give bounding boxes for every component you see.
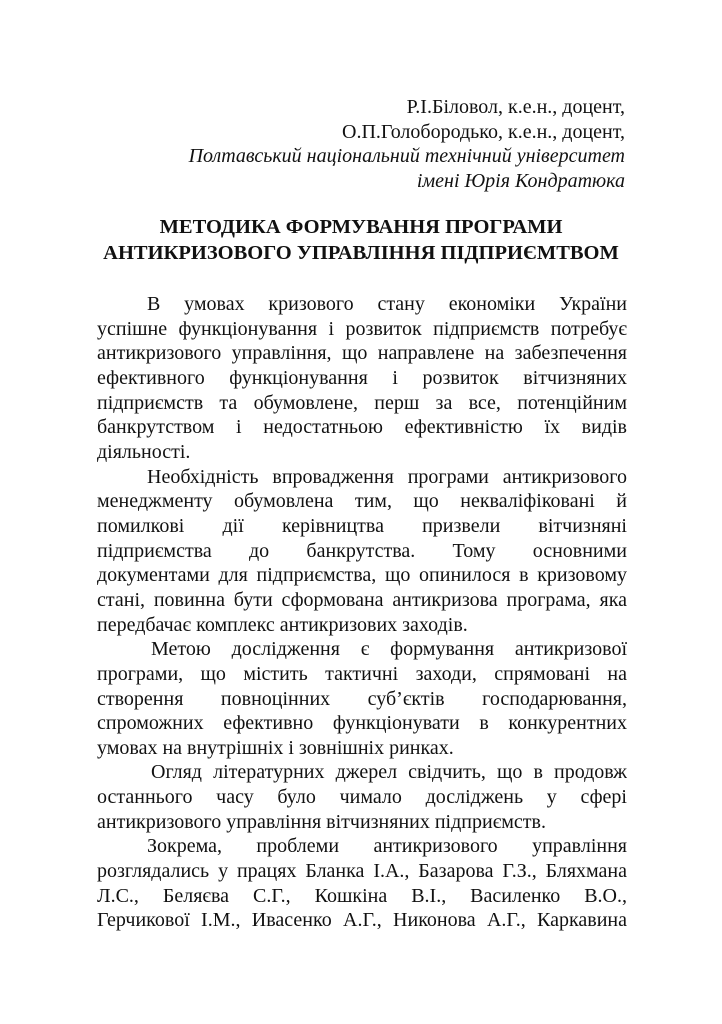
paragraph (97, 292, 627, 465)
author-1: Р.І.Біловол, к.е.н., доцент, (406, 96, 625, 118)
paragraph (97, 465, 627, 638)
text-line: діяльності. (97, 440, 191, 463)
text-line: Л.С., Беляєва С.Г., Кошкіна В.І., Василенко В.О., (97, 884, 627, 907)
text-line: антикризового управління вітчизняних підприємств. (97, 810, 546, 833)
text-line: Необхідність впровадження програми антикризового (147, 465, 627, 488)
text-line: менеджменту обумовлена тим, що некваліфіковані й (97, 490, 627, 513)
title-line-1: МЕТОДИКА ФОРМУВАННЯ ПРОГРАМИ (159, 216, 563, 238)
text-line: В умовах кризового стану економіки України (147, 293, 627, 315)
text-line: підприємства до банкрутства. Тому основними (97, 539, 627, 562)
text-line: стані, повинна бути сформована антикризова програма, яка (97, 588, 627, 611)
text-line: банкрутством і недостатньою ефективністю їх видів (97, 416, 627, 439)
text-line: Герчикової І.М., Ивасенко А.Г., Никонова А.Г., Каркавина (97, 909, 627, 932)
text-line: програми, що містить тактичні заходи, спрямовані на (97, 662, 627, 685)
title-line-2: АНТИКРИЗОВОГО УПРАВЛІННЯ ПІДПРИЄМТВОМ (103, 242, 619, 264)
text-line: помилкові дії керівництва призвели вітчизняні (97, 514, 627, 537)
author-2: О.П.Голобородько, к.е.н., доцент, (342, 120, 625, 143)
text-line: антикризового управління, що направлене на забезпечення (97, 342, 627, 365)
paragraph (97, 834, 627, 933)
paragraph (97, 637, 627, 760)
author-block (189, 95, 625, 193)
text-line: Огляд літературних джерел свідчить, що в продовж (151, 761, 627, 784)
text-line: умовах на внутрішніх і зовнішніх ринках. (97, 736, 454, 759)
text-line: ефективного функціонування і розвиток вітчизняних (97, 366, 627, 389)
text-line: підприємств та обумовлене, перш за все, потенційним (97, 391, 627, 414)
text-line: передбачає комплекс антикризових заходів. (97, 613, 468, 636)
affiliation-line-2: імені Юрія Кондратюка (416, 169, 625, 192)
paragraph (97, 760, 627, 834)
article-title (0, 214, 722, 266)
text-line: останнього часу було чимало досліджень у сфері (97, 786, 627, 809)
affiliation-line-1: Полтавський національний технічний університет (188, 145, 625, 168)
text-line: створення повноцінних суб’єктів господарювання, (97, 687, 627, 710)
text-line: успішне функціонування і розвиток підприємств потребує (97, 317, 627, 340)
text-line: документами для підприємства, що опинилося в кризовому (97, 564, 627, 587)
text-line: спроможних ефективно функціонувати в конкурентних (97, 712, 627, 735)
text-line: розглядались у працях Бланка І.А., Базарова Г.З., Бляхмана (97, 860, 627, 883)
article-body (97, 292, 627, 933)
text-line: Метою дослідження є формування антикризової (151, 638, 627, 661)
text-line: Зокрема, проблеми антикризового управління (147, 835, 627, 858)
